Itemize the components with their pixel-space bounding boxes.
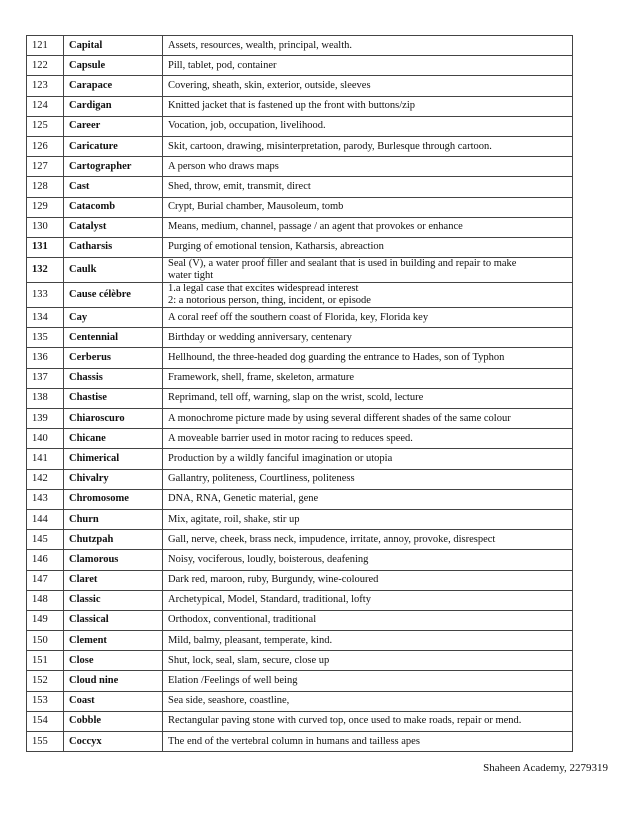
vocabulary-word: Centennial — [64, 328, 163, 348]
table-row — [27, 570, 573, 590]
vocabulary-word: Caulk — [64, 258, 163, 283]
row-number: 144 — [27, 509, 64, 529]
table-row — [27, 691, 573, 711]
vocabulary-word: Caricature — [64, 136, 163, 156]
vocabulary-word: Clement — [64, 631, 163, 651]
row-number: 123 — [27, 76, 64, 96]
table-row — [27, 258, 573, 283]
table-row — [27, 76, 573, 96]
vocabulary-word: Chromosome — [64, 489, 163, 509]
row-number: 147 — [27, 570, 64, 590]
row-number: 150 — [27, 631, 64, 651]
word-definition: A monochrome picture made by using several different shades of the same colour — [163, 409, 573, 429]
vocabulary-word: Cloud nine — [64, 671, 163, 691]
vocabulary-word: Cartographer — [64, 157, 163, 177]
table-row — [27, 732, 573, 752]
vocabulary-table — [26, 35, 573, 752]
row-number: 145 — [27, 530, 64, 550]
row-number: 134 — [27, 308, 64, 328]
row-number: 153 — [27, 691, 64, 711]
row-number: 138 — [27, 388, 64, 408]
word-definition: 1.a legal case that excites widespread interest 2: a notorious person, thing, incident, or episode — [163, 283, 573, 308]
word-definition: Pill, tablet, pod, container — [163, 56, 573, 76]
table-row — [27, 328, 573, 348]
row-number: 149 — [27, 610, 64, 630]
table-row — [27, 469, 573, 489]
word-definition: Gallantry, politeness, Courtliness, politeness — [163, 469, 573, 489]
word-definition: Hellhound, the three-headed dog guarding the entrance to Hades, son of Typhon — [163, 348, 573, 368]
word-definition: Vocation, job, occupation, livelihood. — [163, 116, 573, 136]
table-row — [27, 308, 573, 328]
table-row — [27, 449, 573, 469]
row-number: 151 — [27, 651, 64, 671]
word-definition: Gall, nerve, cheek, brass neck, impudence, irritate, annoy, provoke, disrespect — [163, 530, 573, 550]
vocabulary-word: Claret — [64, 570, 163, 590]
table-row — [27, 136, 573, 156]
table-row — [27, 530, 573, 550]
table-row — [27, 429, 573, 449]
word-definition: Dark red, maroon, ruby, Burgundy, wine-coloured — [163, 570, 573, 590]
vocabulary-word: Cerberus — [64, 348, 163, 368]
word-definition: Mild, balmy, pleasant, temperate, kind. — [163, 631, 573, 651]
table-row — [27, 651, 573, 671]
row-number: 124 — [27, 96, 64, 116]
table-row — [27, 56, 573, 76]
table-row — [27, 489, 573, 509]
table-row — [27, 177, 573, 197]
table-row — [27, 590, 573, 610]
table-row — [27, 711, 573, 731]
word-definition: Crypt, Burial chamber, Mausoleum, tomb — [163, 197, 573, 217]
vocabulary-word: Chimerical — [64, 449, 163, 469]
vocabulary-word: Cause célèbre — [64, 283, 163, 308]
vocabulary-word: Chiaroscuro — [64, 409, 163, 429]
row-number: 127 — [27, 157, 64, 177]
word-definition: Birthday or wedding anniversary, centenary — [163, 328, 573, 348]
table-row — [27, 157, 573, 177]
vocabulary-word: Carapace — [64, 76, 163, 96]
word-definition: A coral reef off the southern coast of Florida, key, Florida key — [163, 308, 573, 328]
table-row — [27, 283, 573, 308]
word-definition: Assets, resources, wealth, principal, wealth. — [163, 36, 573, 56]
word-definition: Sea side, seashore, coastline, — [163, 691, 573, 711]
table-row — [27, 610, 573, 630]
table-row — [27, 671, 573, 691]
vocabulary-word: Classic — [64, 590, 163, 610]
table-row — [27, 237, 573, 257]
vocabulary-word: Classical — [64, 610, 163, 630]
word-definition: Shut, lock, seal, slam, secure, close up — [163, 651, 573, 671]
word-definition: Archetypical, Model, Standard, traditional, lofty — [163, 590, 573, 610]
word-definition: Orthodox, conventional, traditional — [163, 610, 573, 630]
table-row — [27, 348, 573, 368]
vocabulary-word: Cay — [64, 308, 163, 328]
row-number: 130 — [27, 217, 64, 237]
word-definition: A moveable barrier used in motor racing to reduces speed. — [163, 429, 573, 449]
row-number: 122 — [27, 56, 64, 76]
table-row — [27, 409, 573, 429]
vocabulary-word: Chivalry — [64, 469, 163, 489]
row-number: 128 — [27, 177, 64, 197]
table-row — [27, 509, 573, 529]
word-definition: Noisy, vociferous, loudly, boisterous, deafening — [163, 550, 573, 570]
word-definition: Elation /Feelings of well being — [163, 671, 573, 691]
vocabulary-word: Catalyst — [64, 217, 163, 237]
word-definition: Skit, cartoon, drawing, misinterpretation, parody, Burlesque through cartoon. — [163, 136, 573, 156]
table-row — [27, 388, 573, 408]
word-definition: Rectangular paving stone with curved top, once used to make roads, repair or mend. — [163, 711, 573, 731]
vocabulary-word: Catacomb — [64, 197, 163, 217]
row-number: 140 — [27, 429, 64, 449]
vocabulary-word: Clamorous — [64, 550, 163, 570]
vocabulary-word: Chastise — [64, 388, 163, 408]
table-row — [27, 368, 573, 388]
row-number: 155 — [27, 732, 64, 752]
vocabulary-word: Capsule — [64, 56, 163, 76]
row-number: 125 — [27, 116, 64, 136]
vocabulary-word: Coccyx — [64, 732, 163, 752]
table-row — [27, 217, 573, 237]
word-definition: Production by a wildly fanciful imagination or utopia — [163, 449, 573, 469]
page-footer: Shaheen Academy, 2279319 — [483, 762, 608, 774]
vocabulary-word: Catharsis — [64, 237, 163, 257]
word-definition: A person who draws maps — [163, 157, 573, 177]
row-number: 126 — [27, 136, 64, 156]
word-definition: The end of the vertebral column in humans and tailless apes — [163, 732, 573, 752]
word-definition: Framework, shell, frame, skeleton, armature — [163, 368, 573, 388]
table-row — [27, 36, 573, 56]
table-row — [27, 96, 573, 116]
row-number: 148 — [27, 590, 64, 610]
row-number: 142 — [27, 469, 64, 489]
word-definition: Purging of emotional tension, Katharsis, abreaction — [163, 237, 573, 257]
row-number: 136 — [27, 348, 64, 368]
word-definition: Knitted jacket that is fastened up the front with buttons/zip — [163, 96, 573, 116]
row-number: 135 — [27, 328, 64, 348]
word-definition: Seal (V), a water proof filler and sealant that is used in building and repair to make water tight — [163, 258, 573, 283]
row-number: 137 — [27, 368, 64, 388]
word-definition: Shed, throw, emit, transmit, direct — [163, 177, 573, 197]
table-row — [27, 550, 573, 570]
vocabulary-word: Chicane — [64, 429, 163, 449]
vocabulary-word: Chassis — [64, 368, 163, 388]
vocabulary-word: Coast — [64, 691, 163, 711]
vocabulary-table-body — [27, 36, 573, 752]
table-row — [27, 197, 573, 217]
word-definition: Covering, sheath, skin, exterior, outside, sleeves — [163, 76, 573, 96]
vocabulary-word: Cobble — [64, 711, 163, 731]
vocabulary-word: Cast — [64, 177, 163, 197]
vocabulary-word: Career — [64, 116, 163, 136]
table-row — [27, 631, 573, 651]
vocabulary-word: Capital — [64, 36, 163, 56]
word-definition: Means, medium, channel, passage / an agent that provokes or enhance — [163, 217, 573, 237]
row-number: 139 — [27, 409, 64, 429]
row-number: 143 — [27, 489, 64, 509]
vocabulary-word: Churn — [64, 509, 163, 529]
vocabulary-word: Cardigan — [64, 96, 163, 116]
table-row — [27, 116, 573, 136]
row-number: 131 — [27, 237, 64, 257]
row-number: 146 — [27, 550, 64, 570]
row-number: 141 — [27, 449, 64, 469]
word-definition: DNA, RNA, Genetic material, gene — [163, 489, 573, 509]
word-definition: Mix, agitate, roil, shake, stir up — [163, 509, 573, 529]
word-definition: Reprimand, tell off, warning, slap on the wrist, scold, lecture — [163, 388, 573, 408]
row-number: 129 — [27, 197, 64, 217]
row-number: 133 — [27, 283, 64, 308]
row-number: 152 — [27, 671, 64, 691]
row-number: 154 — [27, 711, 64, 731]
row-number: 121 — [27, 36, 64, 56]
vocabulary-word: Close — [64, 651, 163, 671]
vocabulary-word: Chutzpah — [64, 530, 163, 550]
row-number: 132 — [27, 258, 64, 283]
